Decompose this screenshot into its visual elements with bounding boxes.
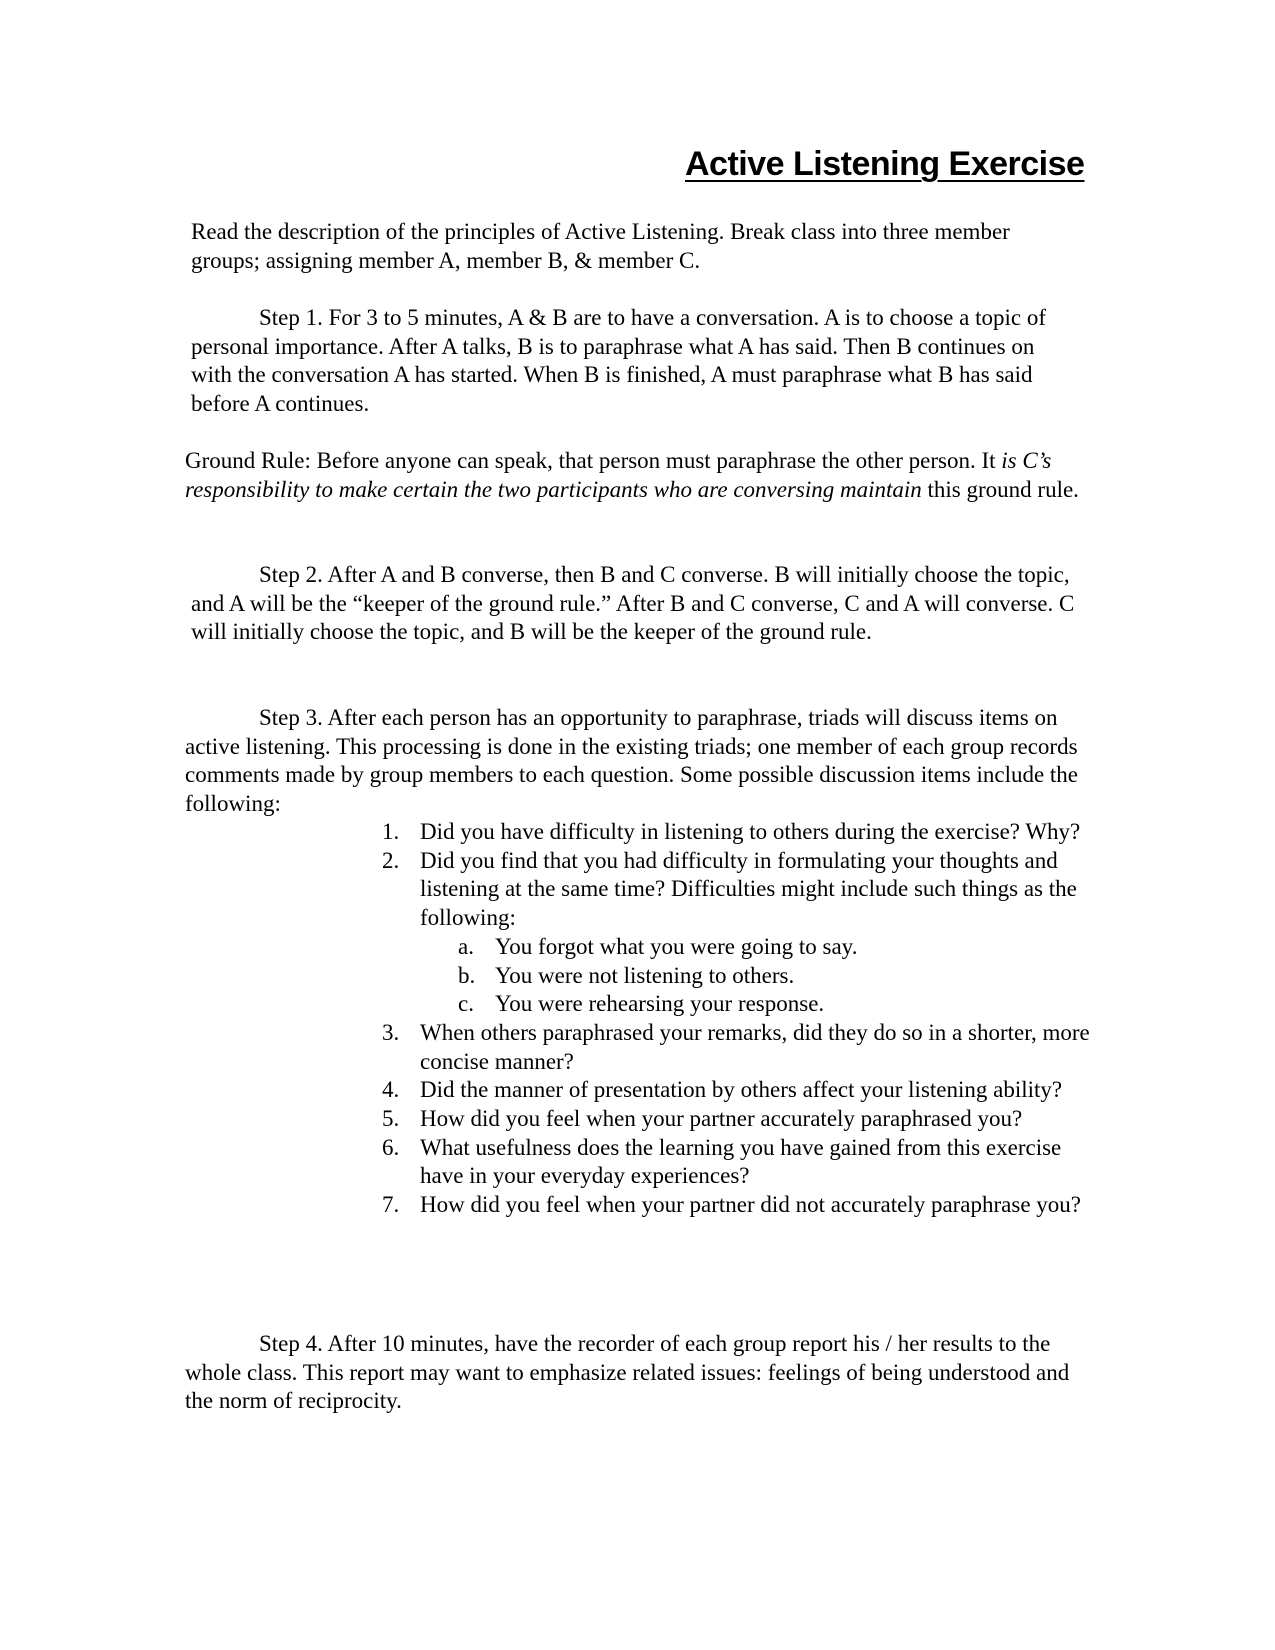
question-number: 6. xyxy=(382,1134,400,1160)
sub-item-text: You were rehearsing your response. xyxy=(495,991,825,1017)
list-item xyxy=(370,1076,1090,1105)
sub-item-letter: a. xyxy=(458,933,474,959)
ground-rule-tail: this ground rule. xyxy=(921,476,1079,502)
step-2-paragraph: Step 2. After A and B converse, then B and C converse. B will initially choose the topic, and A will be the “keeper of the ground rule.” After B and C converse, C and A will converse. C will initially choose the topic, and B will be the keeper of the ground rule. xyxy=(191,562,1075,645)
sub-item-text: You were not listening to others. xyxy=(495,962,795,988)
step-3-paragraph: Step 3. After each person has an opportunity to paraphrase, triads will discuss items on active listening. This processing is done in the existing triads; one member of each group records comments made by group members to each question. Some possible discussion items include the following: xyxy=(185,705,1079,817)
ground-rule-lead: Ground Rule: Before anyone can speak, that person must paraphrase the other person. It xyxy=(185,448,1002,473)
step-4-paragraph: Step 4. After 10 minutes, have the recorder of each group report his / her results to the whole class. This report may want to emphasize related issues: feelings of being understood and the norm of reciprocity. xyxy=(185,1331,1070,1414)
sub-item-text: You forgot what you were going to say. xyxy=(495,933,858,959)
list-item xyxy=(370,1134,1090,1191)
list-item xyxy=(370,1019,1090,1076)
sub-list-item xyxy=(420,962,1090,991)
list-item xyxy=(370,818,1090,847)
question-number: 2. xyxy=(382,847,400,873)
intro-paragraph: Read the description of the principles of Active Listening. Break class into three member groups; assigning member A, member B, & member C. xyxy=(191,219,1010,273)
question-number: 5. xyxy=(382,1106,400,1132)
question-text: How did you feel when your partner did not accurately paraphrase you? xyxy=(420,1192,1082,1218)
question-text: Did you have difficulty in listening to others during the exercise? Why? xyxy=(420,819,1081,844)
list-item xyxy=(370,847,1090,1019)
question-text: Did you find that you had difficulty in formulating your thoughts and listening at the same time? Difficulties might include such things as the following: xyxy=(420,847,1077,931)
difficulties-sublist xyxy=(420,933,1090,1019)
question-text: When others paraphrased your remarks, did they do so in a shorter, more concise manner? xyxy=(420,1019,1090,1074)
step-1-paragraph: Step 1. For 3 to 5 minutes, A & B are to have a conversation. A is to choose a topic of personal importance. After A talks, B is to paraphrase what A has said. Then B continues on with the conversation A has started. When B is finished, A must paraphrase what B has said before A continues. xyxy=(191,305,1046,417)
document-title: Active Listening Exercise xyxy=(685,145,1085,183)
sub-list-item xyxy=(420,933,1090,962)
ground-rule-italic: is C’s responsibility to make certain the two participants who are conversing maintain xyxy=(185,448,1052,502)
question-text: What usefulness does the learning you have gained from this exercise have in your everyday experiences? xyxy=(420,1134,1062,1189)
ground-rule-paragraph xyxy=(185,447,1080,504)
discussion-questions-list xyxy=(370,818,1090,1220)
sub-list-item xyxy=(420,990,1090,1019)
question-number: 7. xyxy=(382,1192,400,1218)
sub-item-letter: c. xyxy=(458,991,474,1017)
question-text: How did you feel when your partner accurately paraphrased you? xyxy=(420,1106,1023,1132)
question-text: Did the manner of presentation by others affect your listening ability? xyxy=(420,1077,1063,1103)
sub-item-letter: b. xyxy=(458,962,476,988)
list-item xyxy=(370,1105,1090,1134)
list-item xyxy=(370,1191,1090,1220)
question-number: 1. xyxy=(382,819,400,844)
question-number: 4. xyxy=(382,1077,400,1103)
question-number: 3. xyxy=(382,1019,400,1045)
